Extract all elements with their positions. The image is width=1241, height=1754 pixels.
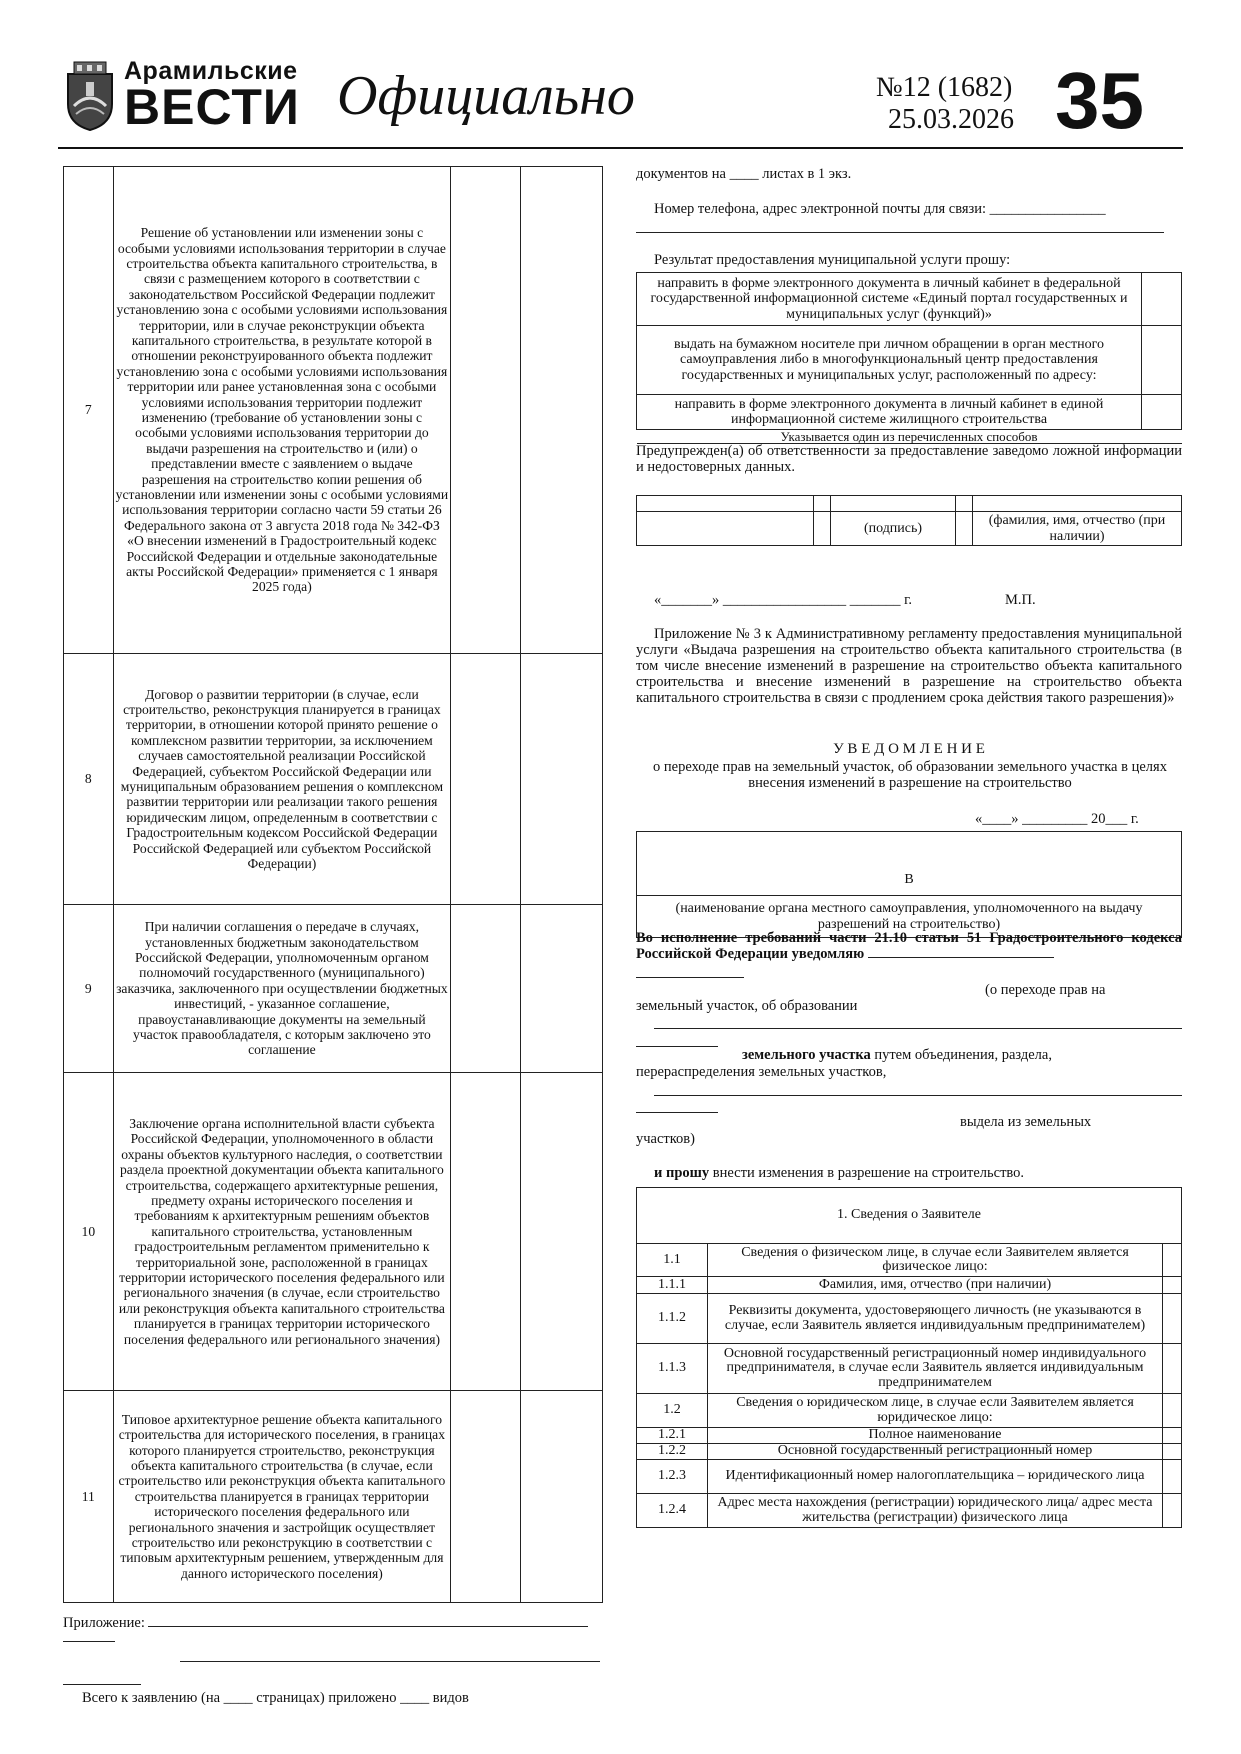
empty-cell [451, 905, 521, 1073]
empty-cell [521, 167, 603, 654]
value-cell[interactable] [1163, 1294, 1182, 1344]
applicant-table [636, 1187, 1182, 1528]
value-cell[interactable] [1163, 1460, 1182, 1494]
applicant-title: 1. Сведения о Заявителе [637, 1188, 1182, 1244]
land-formation: земельный участок, об образовании [636, 998, 858, 1014]
row-text: Основной государственный регистрационный номер индивидуального предпринимателя, в случае если Заявитель является индивидуальным предпринимателем [708, 1344, 1163, 1394]
notice-title: У В Е Д О М Л Е Н И Е [833, 741, 985, 757]
empty-cell [521, 654, 603, 905]
row-code: 1.2.4 [637, 1494, 708, 1528]
option-text: направить в форме электронного документа в личный кабинет в федеральной государственной информационной системе «Единый портал государственных и муниципальных услуг (функций)» [637, 273, 1142, 326]
table-row [637, 1344, 1182, 1394]
warning-text: Предупрежден(а) об ответственности за предоставление заведомо ложной информации и недостоверных данных. [636, 443, 1182, 475]
option-text: направить в форме электронного документа в личный кабинет в единой информационной системе жилищного строительства [637, 395, 1142, 430]
authority-prefix: В [637, 864, 1182, 896]
documents-table [63, 166, 603, 1603]
table-row [637, 273, 1182, 326]
table-row [637, 1244, 1182, 1277]
row-text: Типовое архитектурное решение объекта капитального строительства для исторического поселения, в границах которого планируется строительство, реконструкция объекта капитального строительства (в случае, если строительство или реконструкция объекта капитального строительства планируется в границах территории исторического поселения федерального или регионального значения и застройщик осуществляет строительство или реконструкцию в соответствии с типовым архитектурным решением, утвержденным для данного исторического поселения) [113, 1391, 451, 1603]
row-code: 1.1.3 [637, 1344, 708, 1394]
table-row [64, 167, 603, 654]
bold-request: Во исполнение требований части 21.10 статьи 51 Градостроительного кодекса Российской Федерации уведомляю [636, 930, 1182, 962]
issue-number: №12 (1682) [876, 72, 1013, 103]
issue-date: 25.03.2026 [888, 104, 1014, 135]
row-code: 1.2 [637, 1394, 708, 1428]
row-text: Фамилия, имя, отчество (при наличии) [708, 1277, 1163, 1294]
row-code: 1.2.2 [637, 1444, 708, 1460]
row-code: 1.1.1 [637, 1277, 708, 1294]
authority-caption: (наименование органа местного самоуправления, уполномоченного на выдачу разрешений на строительство) [637, 896, 1182, 938]
name-label: (фамилия, имя, отчество (при наличии) [973, 512, 1182, 546]
empty-cell [451, 167, 521, 654]
table-row [637, 1444, 1182, 1460]
row-text: Договор о развитии территории (в случае, если строительство, реконструкция планируется в границах территории, в отношении которой принято решение о комплексном развитии территории, за исключением случаев самостоятельной реализации Российской Федерацией, субъектом Российской Федерации или муниципальным образованием решения о комплексном развитии территории или реализации такого решения юридическим лицом, определенным в соответствии с Градостроительным кодексом Российской Федерации Российской Федерацией или субъектом Российской Федерации) [113, 654, 451, 905]
attachment-label: Приложение: [63, 1615, 145, 1631]
transfer-label: (о переходе прав на [985, 982, 1106, 998]
row-text: При наличии соглашения о передаче в случаях, установленных бюджетным законодательством Российской Федерации, уполномоченным органом полномочий государственного (муниципального) заказчика, заключенного при осуществлении бюджетных инвестиций, - указанное соглашение, правоустанавливающие документы на земельный участок правообладателя, с которым заключено это соглашение [113, 905, 451, 1073]
value-cell[interactable] [1163, 1494, 1182, 1528]
row-number: 8 [64, 654, 114, 905]
docs-line: документов на ____ листах в 1 экз. [636, 166, 852, 182]
table-row [64, 654, 603, 905]
page-number: 35 [1055, 56, 1144, 145]
row-text: Решение об установлении или изменении зоны с особыми условиями использования территории в случае строительства объекта капитального строительства, в связи с размещением которого в соответствии с законодательством Российской Федерации подлежит установлению зона с особыми условиями использования территории, или в случае реконструкции объекта капитального строительства, в результате которой в отношении реконструированного объекта подлежит установлению зона с особыми условиями использования территории или ранее установленная зона с особыми условиями использования территории подлежит изменению (требование об установлении зоны с особыми условиями использования территории до выдачи разрешения на строительство и (или) о представлении вместе с заявлением о выдаче разрешения на строительство копии решения об установлении или изменении зоны с особыми условиями использования территории согласно части 59 статьи 26 Федерального закона от 3 августа 2018 года № 342-ФЗ «О внесении изменений в Градостроительный кодекс Российской Федерации и отдельные законодательные акты Российской Федерации» применяется с 1 января 2025 года) [113, 167, 451, 654]
row-text: Основной государственный регистрационный номер [708, 1444, 1163, 1460]
plots-close: участков) [636, 1131, 695, 1147]
notice-subtitle: о переходе прав на земельный участок, об образовании земельного участка в целях внесения изменений в разрешение на строительство [653, 759, 1167, 791]
row-text: Заключение органа исполнительной власти субъекта Российской Федерации, уполномоченного в области охраны объектов культурного наследия, о соответствии раздела проектной документации объекта капитального строительства, содержащего архитектурные решения, предмету охраны исторического поселения и требованиям к архитектурным решениям объектов капитального строительства, установленным градостроительным регламентом применительно к территориальной зоне, расположенной в границах территории исторического поселения федерального или регионального значения (в случае, если строительство или реконструкция объекта капитального строительства планируется в границах территории исторического поселения федерального или регионального значения) [113, 1073, 451, 1391]
empty-cell [521, 1073, 603, 1391]
option-checkbox[interactable] [1142, 326, 1182, 395]
table-row [637, 1460, 1182, 1494]
result-note: Указывается один из перечисленных способов [637, 430, 1182, 444]
table-row [637, 1277, 1182, 1294]
header-divider [58, 147, 1183, 149]
table-row [637, 1294, 1182, 1344]
table-row [64, 1391, 603, 1603]
value-cell[interactable] [1163, 1244, 1182, 1277]
empty-cell [521, 1391, 603, 1603]
city-coat-of-arms-logo [64, 60, 116, 132]
land-line: земельного участка путем объединения, раздела, [742, 1047, 1052, 1063]
row-code: 1.1.2 [637, 1294, 708, 1344]
value-cell[interactable] [1163, 1277, 1182, 1294]
table-row [637, 496, 1182, 512]
option-checkbox[interactable] [1142, 395, 1182, 430]
empty-cell [451, 654, 521, 905]
table-row [637, 1494, 1182, 1528]
row-code: 1.2.3 [637, 1460, 708, 1494]
empty-cell [451, 1073, 521, 1391]
notice-date: «____» _________ 20___ г. [975, 811, 1139, 827]
row-text: Идентификационный номер налогоплательщика – юридического лица [708, 1460, 1163, 1494]
row-number: 9 [64, 905, 114, 1073]
allocation: выдела из земельных [960, 1114, 1092, 1130]
table-row [637, 1188, 1182, 1244]
row-text: Полное наименование [708, 1428, 1163, 1444]
row-text: Сведения о физическом лице, в случае если Заявителем является физическое лицо: [708, 1244, 1163, 1277]
appendix-text: Приложение № 3 к Административному регламенту предоставления муниципальной услуги «Выдача разрешения на строительство объекта капитального строительства (в том числе внесение изменений в разрешение на строительство объекта капитального строительства и внесение изменений в разрешение на строительство объекта капитального строительства в связи с продлением срока действия такого разрешения)» [636, 626, 1182, 706]
table-row [637, 512, 1182, 546]
contact-line: Номер телефона, адрес электронной почты для связи: ________________ [654, 201, 1106, 217]
signature-table [636, 495, 1182, 546]
row-code: 1.2.1 [637, 1428, 708, 1444]
attachment-line [63, 1614, 603, 1631]
row-code: 1.1 [637, 1244, 708, 1277]
value-cell[interactable] [1163, 1444, 1182, 1460]
table-row [64, 905, 603, 1073]
result-options-table [636, 272, 1182, 444]
table-row [637, 1394, 1182, 1428]
row-text: Адрес места нахождения (регистрации) юридического лица/ адрес места жительства (регистрации) физического лица [708, 1494, 1163, 1528]
value-cell[interactable] [1163, 1428, 1182, 1444]
table-row [637, 395, 1182, 430]
row-number: 7 [64, 167, 114, 654]
attachment-total: Всего к заявлению (на ____ страницах) приложено ____ видов [82, 1690, 469, 1706]
row-text: Реквизиты документа, удостоверяющего личность (не указываются в случае, если Заявитель является индивидуальным предпринимателем) [708, 1294, 1163, 1344]
brand-top: Арамильские [124, 57, 298, 85]
brand-main: ВЕСТИ [124, 79, 300, 135]
option-checkbox[interactable] [1142, 273, 1182, 326]
empty-cell [521, 905, 603, 1073]
date-line: «_______» _________________ _______ г. [654, 592, 913, 608]
row-text: Сведения о юридическом лице, в случае если Заявителем является юридическое лицо: [708, 1394, 1163, 1428]
table-row [637, 326, 1182, 395]
request-line: и прошу внести изменения в разрешение на строительство. [654, 1165, 1025, 1181]
table-row [637, 864, 1182, 896]
row-number: 11 [64, 1391, 114, 1603]
row-number: 10 [64, 1073, 114, 1391]
option-text: выдать на бумажном носителе при личном обращении в орган местного самоуправления либо в многофункциональный центр предоставления государственных и муниципальных услуг, расположенный по адресу: [637, 326, 1142, 395]
empty-cell [451, 1391, 521, 1603]
table-row [64, 1073, 603, 1391]
value-cell[interactable] [1163, 1344, 1182, 1394]
result-prompt: Результат предоставления муниципальной услуги прошу: [654, 252, 1011, 268]
stamp-mark: М.П. [1005, 592, 1036, 608]
redistribution: перераспределения земельных участков, [636, 1064, 887, 1080]
authority-table [636, 831, 1182, 938]
table-row [637, 1428, 1182, 1444]
section-title: Официально [337, 65, 635, 127]
table-row [637, 430, 1182, 444]
value-cell[interactable] [1163, 1394, 1182, 1428]
signature-label: (подпись) [831, 512, 956, 546]
